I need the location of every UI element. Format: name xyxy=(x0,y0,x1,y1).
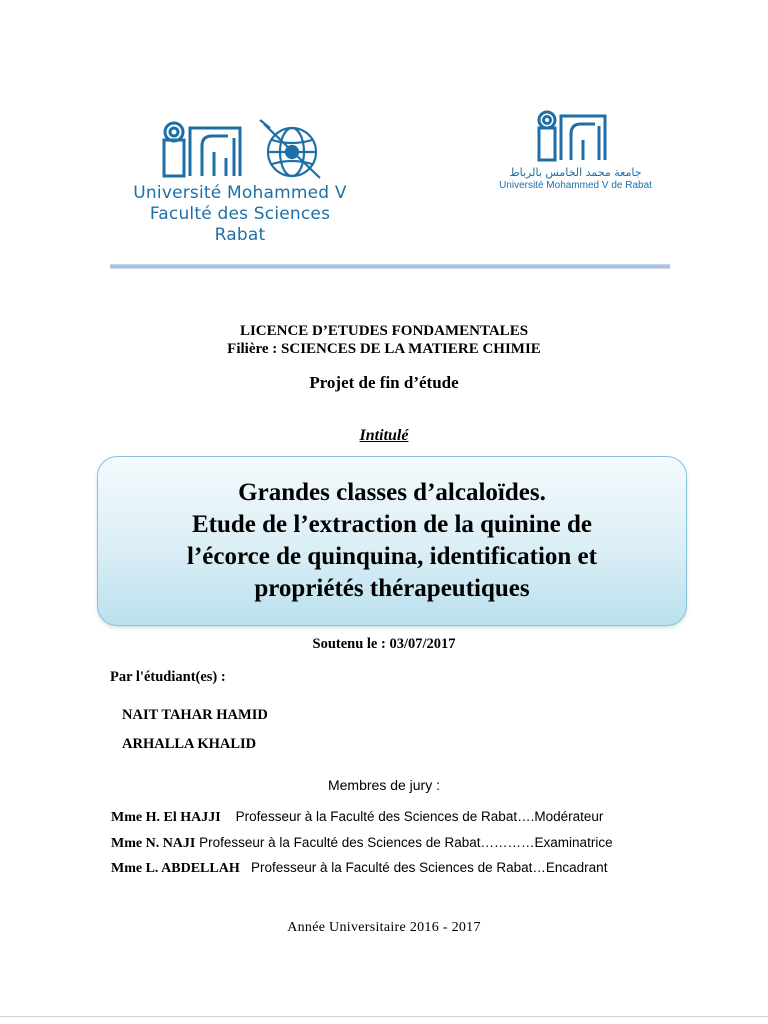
jury-member-2 xyxy=(111,835,613,852)
jury-label: Membres de jury : xyxy=(327,777,441,793)
jury-member-role: Professeur à la Faculté des Sciences de Rabat…………Examinatrice xyxy=(199,835,613,850)
logo-line-city: Rabat xyxy=(214,225,266,245)
student-name-1: NAIT TAHAR HAMID xyxy=(122,707,268,723)
licence-title: LICENCE D’ETUDES FONDAMENTALES xyxy=(239,323,529,339)
academic-year: Année Universitaire 2016 - 2017 xyxy=(287,920,481,935)
logo-line-university: Université Mohammed V xyxy=(133,183,347,203)
jury-member-name: Mme N. NAJI xyxy=(111,836,196,851)
project-label: Projet de fin d’étude xyxy=(309,373,459,392)
university-building-logo-icon xyxy=(162,118,244,180)
title-line-2: Etude de l’extraction de la quinine de xyxy=(191,511,592,538)
jury-member-1 xyxy=(111,809,603,826)
jury-member-role: Professeur à la Faculté des Sciences de Rabat….Modérateur xyxy=(235,809,604,824)
university-rabat-name: Université Mohammed V de Rabat xyxy=(499,180,652,191)
logo-line-faculty: Faculté des Sciences xyxy=(149,204,331,224)
defense-date: Soutenu le : 03/07/2017 xyxy=(312,636,456,652)
jury-member-name: Mme H. El HAJJI xyxy=(111,810,221,825)
student-name-2: ARHALLA KHALID xyxy=(122,736,257,752)
jury-member-role: Professeur à la Faculté des Sciences de Rabat…Encadrant xyxy=(251,860,608,875)
intitule-heading: Intitulé xyxy=(359,427,409,444)
title-line-4: propriétés thérapeutiques xyxy=(254,575,530,602)
arabic-university-name: جامعة محمد الخامس بالرباط xyxy=(509,166,642,179)
jury-member-name: Mme L. ABDELLAH xyxy=(111,861,240,876)
title-line-3: l’écorce de quinquina, identification et xyxy=(187,543,597,570)
page-bottom-edge xyxy=(0,1016,768,1017)
university-rabat-logo-icon xyxy=(537,108,607,163)
header-divider xyxy=(110,264,670,269)
faculty-logo-text xyxy=(110,183,370,246)
jury-member-3 xyxy=(111,860,607,877)
globe-emblem-icon xyxy=(258,118,326,182)
thesis-title-box xyxy=(97,456,687,626)
title-line-1: Grandes classes d’alcaloïdes. xyxy=(238,479,546,506)
filiere-line: Filière : SCIENCES DE LA MATIERE CHIMIE xyxy=(227,341,541,357)
students-label: Par l'étudiant(es) : xyxy=(110,669,226,685)
